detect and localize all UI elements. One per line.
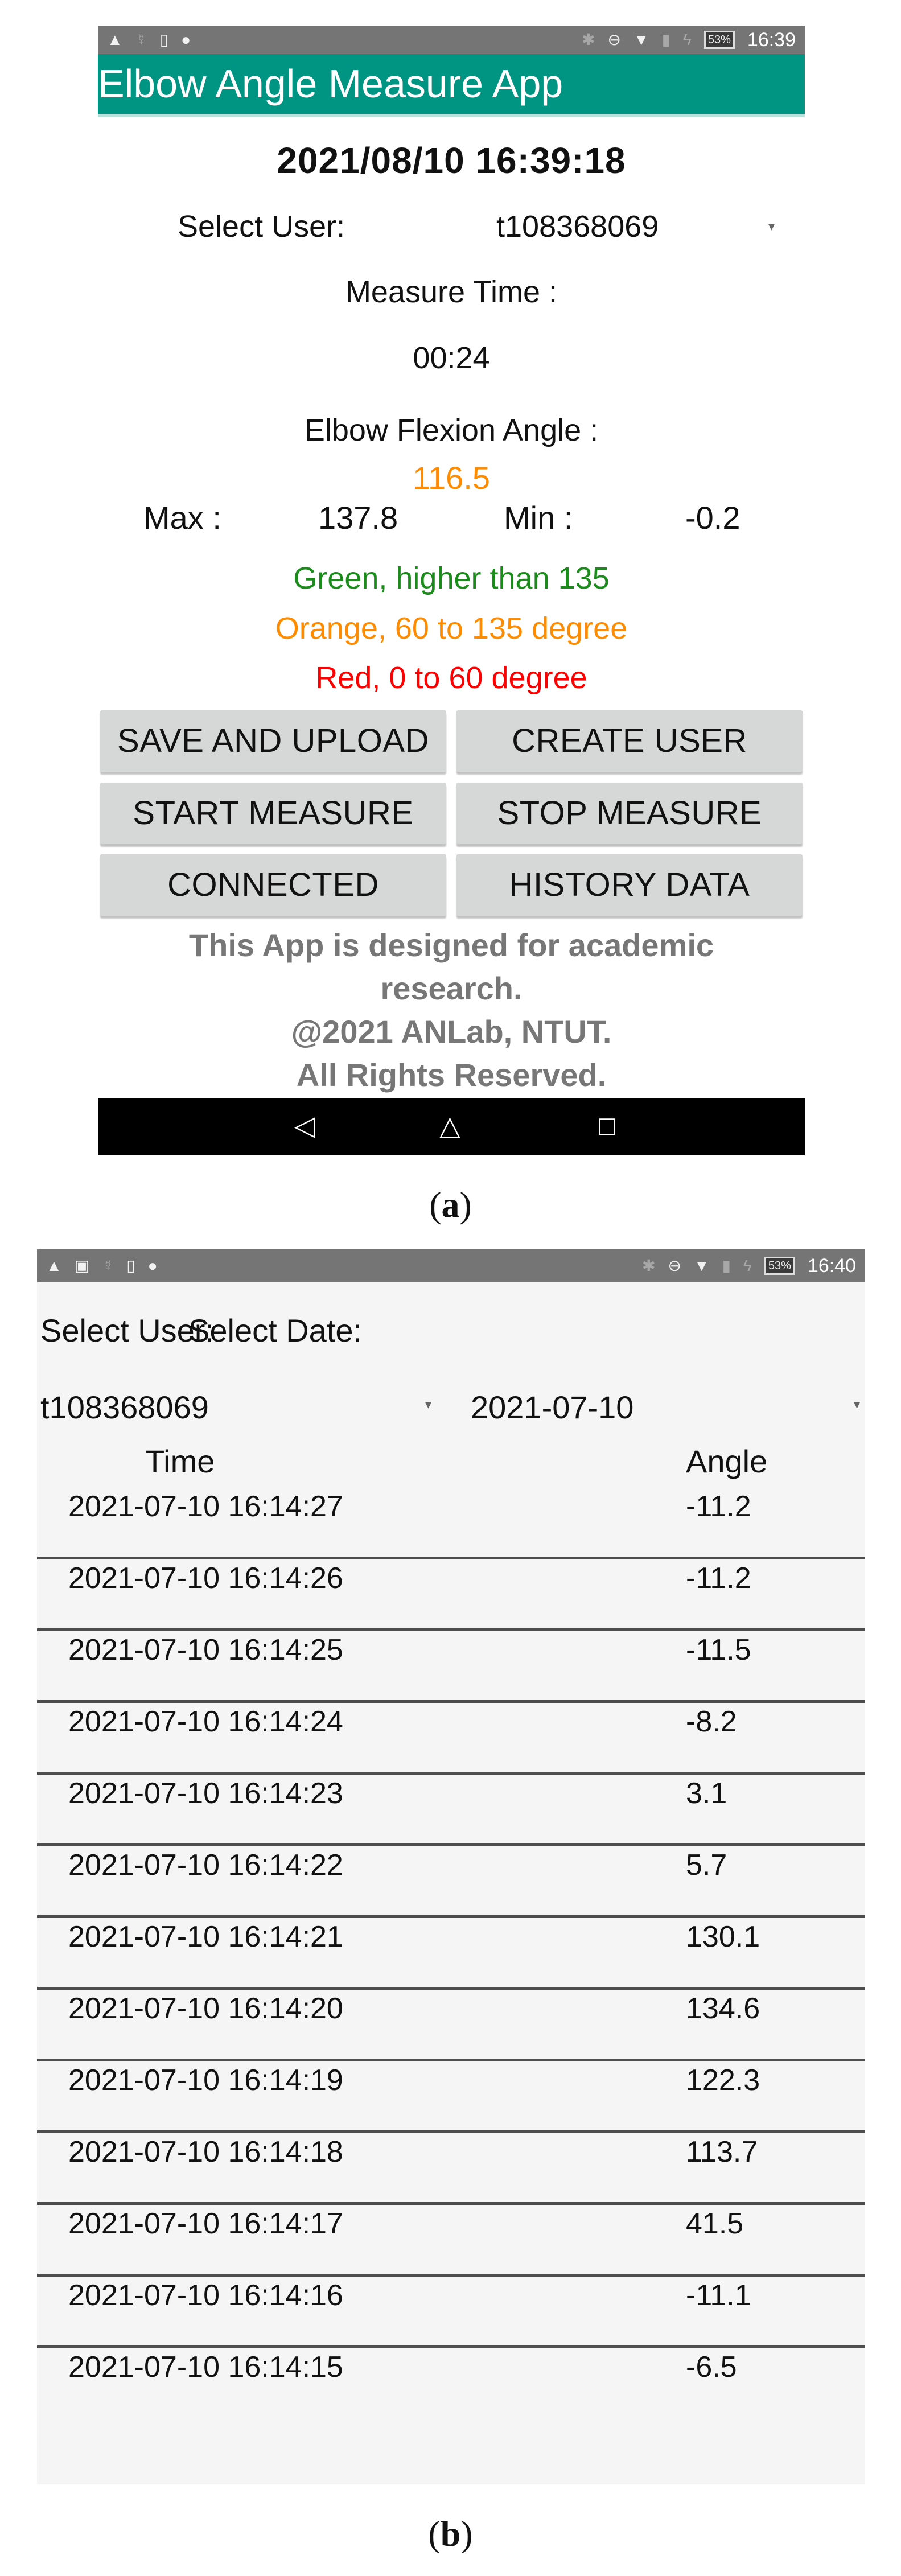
max-value: 137.8 xyxy=(318,500,398,536)
select-user-label: Select User: xyxy=(40,1312,214,1348)
dropdown-arrow-icon[interactable]: ▾ xyxy=(768,219,775,233)
row-angle: 3.1 xyxy=(686,1777,727,1810)
sim-icon: ▮ xyxy=(722,1257,731,1274)
column-header-angle: Angle xyxy=(686,1443,768,1479)
do-not-disturb-icon: ⊖ xyxy=(607,31,621,48)
table-row[interactable] xyxy=(37,1991,865,2069)
app-title: Elbow Angle Measure App xyxy=(98,54,805,114)
row-divider xyxy=(37,2274,865,2277)
warning-icon: ▲ xyxy=(107,31,123,48)
select-user-dropdown[interactable]: t108368069 xyxy=(40,1389,209,1425)
home-icon[interactable]: △ xyxy=(439,1111,460,1141)
table-row[interactable] xyxy=(37,1776,865,1854)
min-label: Min : xyxy=(504,500,573,536)
nfc-icon: ▯ xyxy=(159,31,169,48)
robot-icon: ● xyxy=(147,1257,158,1274)
do-not-disturb-icon: ⊖ xyxy=(668,1257,681,1274)
start-measure-button[interactable]: START MEASURE xyxy=(100,783,446,844)
row-divider xyxy=(37,1557,865,1559)
row-divider xyxy=(37,1843,865,1846)
elbow-angle-value: 116.5 xyxy=(413,460,490,496)
warning-icon: ▲ xyxy=(46,1257,62,1274)
row-angle: 5.7 xyxy=(686,1849,727,1882)
row-time: 2021-07-10 16:14:20 xyxy=(68,1992,343,2025)
row-time: 2021-07-10 16:14:15 xyxy=(68,2351,343,2384)
select-user-label: Select User: xyxy=(178,209,345,244)
footer-line-4: All Rights Reserved. xyxy=(296,1057,607,1093)
select-user-dropdown[interactable]: t108368069 xyxy=(496,209,659,244)
row-divider xyxy=(37,1700,865,1703)
row-divider xyxy=(37,2059,865,2061)
history-screen xyxy=(37,1249,865,2484)
create-user-button[interactable]: CREATE USER xyxy=(456,710,803,772)
select-user-row xyxy=(98,209,805,249)
row-time: 2021-07-10 16:14:25 xyxy=(68,1633,343,1666)
max-label: Max : xyxy=(143,500,221,536)
row-angle: 134.6 xyxy=(686,1992,760,2025)
table-row[interactable] xyxy=(37,2135,865,2212)
row-time: 2021-07-10 16:14:27 xyxy=(68,1490,343,1523)
legend-orange: Orange, 60 to 135 degree xyxy=(275,611,628,645)
battery-icon: 53% xyxy=(704,31,735,49)
image-icon: ▣ xyxy=(74,1257,90,1274)
user-dropdown-arrow-icon[interactable]: ▾ xyxy=(425,1397,432,1412)
table-row[interactable] xyxy=(37,1489,865,1567)
recents-icon[interactable]: □ xyxy=(599,1111,615,1141)
robot-icon: ● xyxy=(181,31,191,48)
table-row[interactable] xyxy=(37,2207,865,2284)
app-bar-shadow xyxy=(98,114,805,117)
row-time: 2021-07-10 16:14:17 xyxy=(68,2207,343,2240)
row-divider xyxy=(37,2345,865,2348)
status-bar xyxy=(98,26,805,54)
battery-icon: 53% xyxy=(764,1257,795,1275)
legend-green: Green, higher than 135 xyxy=(293,561,610,595)
status-bar xyxy=(37,1249,865,1282)
save-and-upload-button[interactable]: SAVE AND UPLOAD xyxy=(100,710,446,772)
caption-a: (a) xyxy=(429,1184,472,1225)
table-row[interactable] xyxy=(37,1848,865,1925)
row-time: 2021-07-10 16:14:22 xyxy=(68,1849,343,1882)
caption-b: (b) xyxy=(428,2513,473,2554)
connected-button[interactable]: CONNECTED xyxy=(100,854,446,916)
row-divider xyxy=(37,1772,865,1775)
status-time: 16:40 xyxy=(807,1254,856,1277)
bluetooth-icon: ✱ xyxy=(581,31,595,48)
row-time: 2021-07-10 16:14:16 xyxy=(68,2279,343,2312)
row-time: 2021-07-10 16:14:23 xyxy=(68,1777,343,1810)
measure-time-label: Measure Time : xyxy=(345,275,558,309)
table-row[interactable] xyxy=(37,2350,865,2427)
column-header-time: Time xyxy=(145,1443,215,1479)
sim-icon: ▮ xyxy=(661,31,671,48)
select-date-label: Select Date: xyxy=(188,1312,363,1348)
row-divider xyxy=(37,1987,865,1990)
row-divider xyxy=(37,1628,865,1631)
stop-measure-button[interactable]: STOP MEASURE xyxy=(456,783,803,844)
android-debug-icon: ☿ xyxy=(135,31,147,48)
measure-time-value: 00:24 xyxy=(413,341,490,375)
row-angle: -6.5 xyxy=(686,2351,737,2384)
row-time: 2021-07-10 16:14:21 xyxy=(68,1920,343,1953)
table-row[interactable] xyxy=(37,2278,865,2356)
table-row[interactable] xyxy=(37,2063,865,2141)
row-divider xyxy=(37,2130,865,2133)
row-angle: -8.2 xyxy=(686,1705,737,1738)
table-row[interactable] xyxy=(37,1561,865,1639)
select-date-dropdown[interactable]: 2021-07-10 xyxy=(471,1389,634,1425)
row-divider xyxy=(37,1915,865,1918)
charging-icon: ϟ xyxy=(743,1257,752,1274)
charging-icon: ϟ xyxy=(683,31,692,48)
footer-line-3: @2021 ANLab, NTUT. xyxy=(291,1014,612,1050)
row-time: 2021-07-10 16:14:19 xyxy=(68,2064,343,2097)
row-angle: 113.7 xyxy=(686,2135,758,2168)
history-data-button[interactable]: HISTORY DATA xyxy=(456,854,803,916)
elbow-angle-label: Elbow Flexion Angle : xyxy=(304,413,599,447)
wifi-icon: ▼ xyxy=(693,1257,710,1274)
nfc-icon: ▯ xyxy=(126,1257,135,1274)
min-value: -0.2 xyxy=(685,500,740,536)
row-time: 2021-07-10 16:14:24 xyxy=(68,1705,343,1738)
navigation-bar xyxy=(98,1098,805,1155)
current-datetime: 2021/08/10 16:39:18 xyxy=(277,140,626,181)
table-row[interactable] xyxy=(37,1633,865,1710)
row-time: 2021-07-10 16:14:18 xyxy=(68,2135,343,2168)
measure-screen xyxy=(98,26,805,1155)
footer-line-1: This App is designed for academic xyxy=(188,927,714,963)
row-angle: 41.5 xyxy=(686,2207,744,2240)
android-debug-icon: ☿ xyxy=(102,1257,114,1274)
wifi-icon: ▼ xyxy=(633,31,649,48)
row-angle: 122.3 xyxy=(686,2064,760,2097)
row-angle: -11.1 xyxy=(686,2279,751,2312)
row-angle: 130.1 xyxy=(686,1920,760,1953)
footer-line-2: research. xyxy=(380,970,523,1006)
legend-red: Red, 0 to 60 degree xyxy=(315,661,587,695)
bluetooth-icon: ✱ xyxy=(641,1257,656,1274)
row-angle: -11.2 xyxy=(686,1490,751,1523)
date-dropdown-arrow-icon[interactable]: ▾ xyxy=(854,1397,861,1412)
table-row[interactable] xyxy=(37,1705,865,1782)
row-time: 2021-07-10 16:14:26 xyxy=(68,1562,343,1595)
row-divider xyxy=(37,2202,865,2205)
table-row[interactable] xyxy=(37,1920,865,1997)
row-angle: -11.2 xyxy=(686,1562,751,1595)
status-time: 16:39 xyxy=(747,28,796,51)
row-angle: -11.5 xyxy=(686,1633,751,1666)
back-icon[interactable]: ◁ xyxy=(294,1111,315,1141)
